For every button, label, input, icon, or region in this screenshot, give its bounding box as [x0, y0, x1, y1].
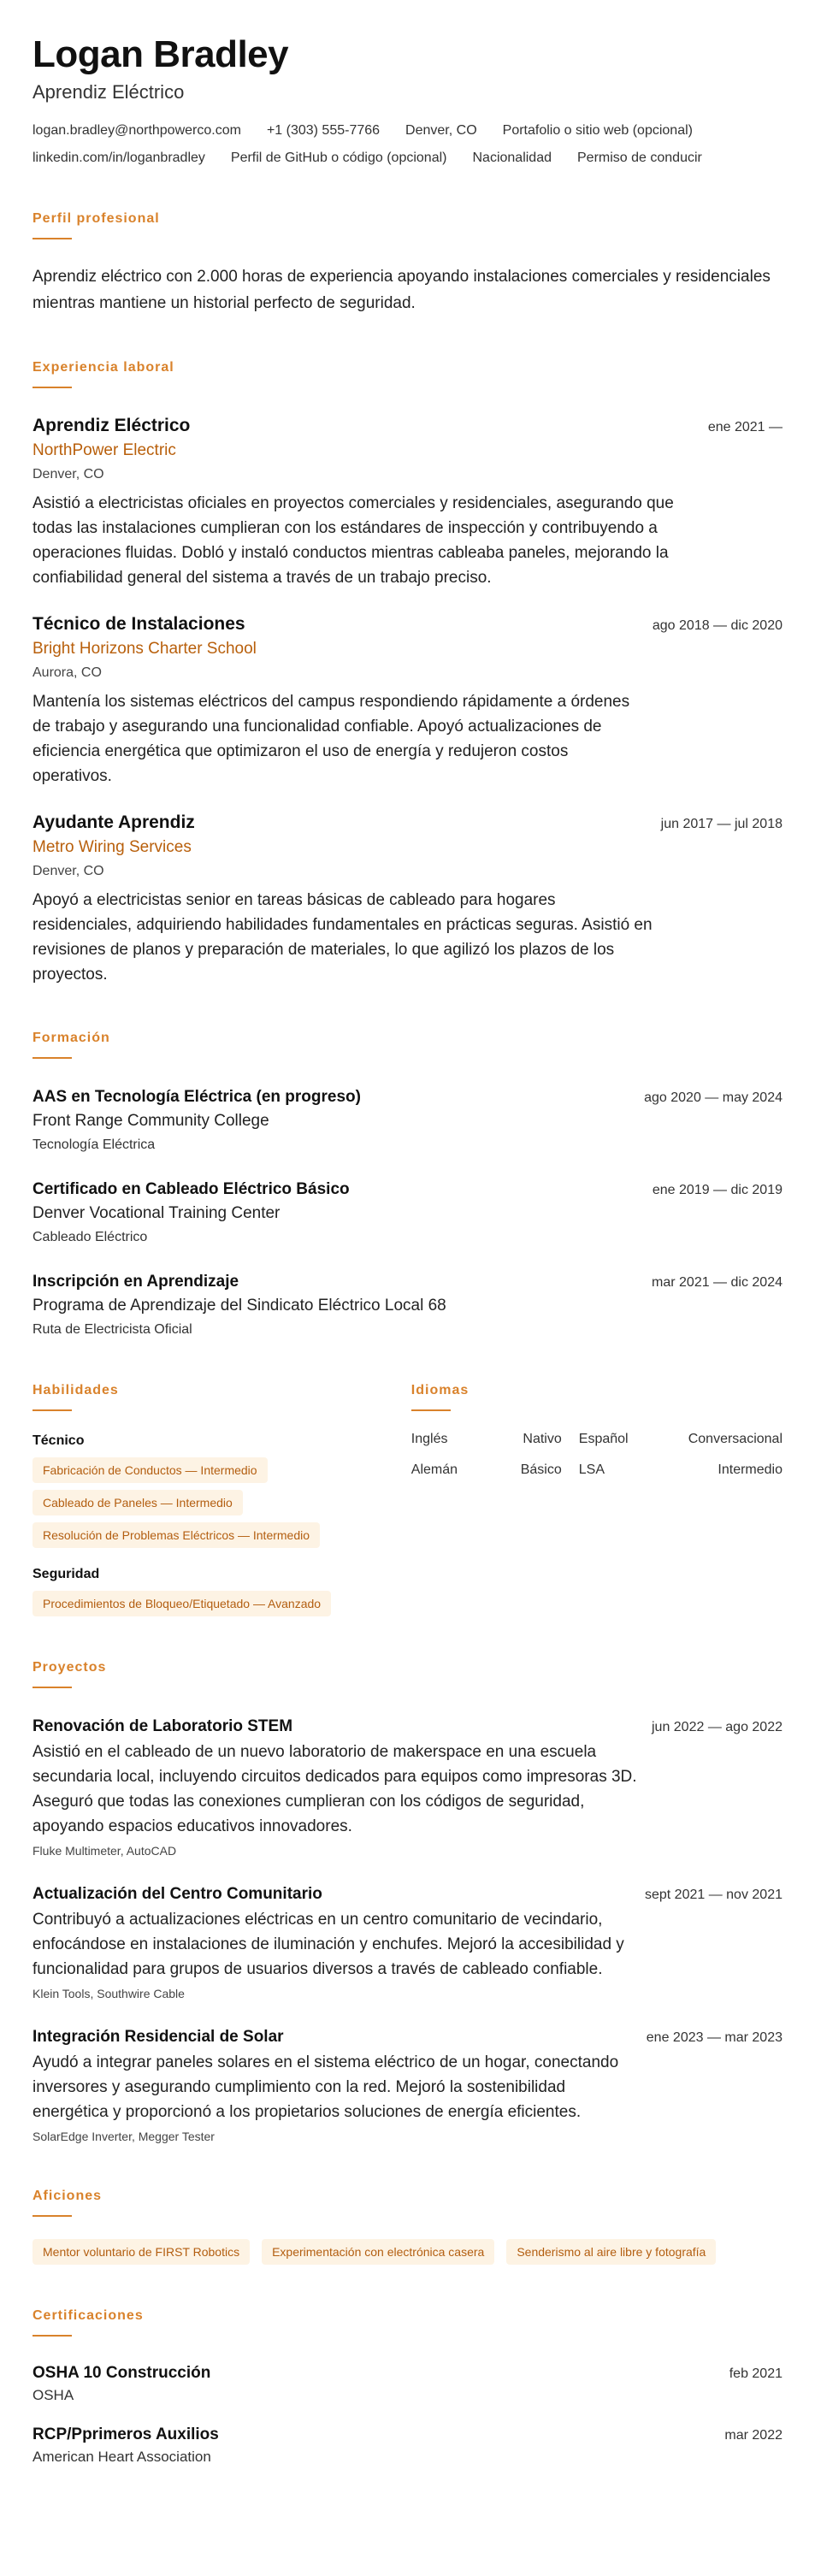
skill-tag: Fabricación de Conductos — Intermedio [32, 1457, 268, 1483]
section-divider [32, 1409, 72, 1411]
contact-linkedin[interactable]: linkedin.com/in/loganbradley [32, 151, 205, 165]
job-dates: ene 2021 — [707, 420, 783, 434]
certification-entry [32, 2362, 783, 2405]
hobbies-list [32, 2239, 783, 2265]
skills-languages-row [32, 1382, 783, 1616]
skill-tag: Cableado de Paneles — Intermedio [32, 1490, 243, 1515]
section-divider [32, 2215, 72, 2217]
education-dates: ene 2019 — dic 2019 [652, 1183, 783, 1197]
section-divider [32, 238, 72, 239]
skill-tag: Procedimientos de Bloqueo/Etiquetado — Avanzado [32, 1591, 331, 1616]
language-level: Intermedio [718, 1462, 783, 1477]
profile-summary: Aprendiz eléctrico con 2.000 horas de experiencia apoyando instalaciones comerciales y residenciales mientras mantiene un historial perfecto de seguridad. [32, 268, 771, 312]
contact-email[interactable]: logan.bradley@northpowerco.com [32, 123, 241, 138]
field-of-study: Tecnología Eléctrica [32, 1137, 156, 1152]
section-title: Aficiones [32, 2189, 103, 2203]
field-of-study: Cableado Eléctrico [32, 1230, 148, 1244]
contact-driving-license: Permiso de conducir [577, 151, 702, 165]
profile-section [32, 210, 783, 316]
section-title: Proyectos [32, 1660, 107, 1675]
hobby-tag: Senderismo al aire libre y fotografía [506, 2239, 716, 2265]
job-description: Mantenía los sistemas eléctricos del campus respondiendo rápidamente a órdenes de trabajo y asegurando una funcionalidad confiable. Apoyó actualizaciones de eficiencia energética que optimizaron el uso de energía y redujeron costos operativos. [32, 693, 630, 785]
certification-issuer: OSHA [32, 2387, 74, 2403]
field-of-study: Ruta de Electricista Oficial [32, 1322, 192, 1337]
skill-tag: Resolución de Problemas Eléctricos — Intermedio [32, 1522, 320, 1548]
contact-location: Denver, CO [405, 123, 477, 138]
section-title: Perfil profesional [32, 211, 160, 226]
certification-issuer: American Heart Association [32, 2449, 211, 2465]
skill-group [32, 1432, 411, 1548]
section-title: Habilidades [32, 1383, 119, 1397]
hobby-tag: Experimentación con electrónica casera [262, 2239, 494, 2265]
language-name: Inglés [410, 1432, 448, 1446]
education-dates: mar 2021 — dic 2024 [652, 1275, 783, 1290]
language-level: Conversacional [688, 1432, 783, 1446]
project-dates: jun 2022 — ago 2022 [651, 1720, 783, 1734]
candidate-name: Logan Bradley [32, 33, 289, 75]
skill-category: Seguridad [32, 1567, 100, 1581]
contact-list [32, 121, 783, 168]
experience-entry [32, 414, 783, 590]
degree-title: AAS en Tecnología Eléctrica (en progreso) [32, 1088, 361, 1106]
certifications-section [32, 2307, 783, 2467]
projects-section [32, 1659, 783, 2145]
project-tools: SolarEdge Inverter, Megger Tester [32, 2130, 215, 2143]
job-dates: ago 2018 — dic 2020 [652, 618, 783, 633]
languages-section [411, 1382, 783, 1616]
certification-entry [32, 2424, 783, 2467]
education-section [32, 1030, 783, 1339]
section-title: Idiomas [410, 1383, 470, 1397]
project-description: Contribuyó a actualizaciones eléctricas en un centro comunitario de vecindario, enfocándose en instalaciones de iluminación y enchufes. Mejoró la accesibilidad y funcionalidad para grupos de usuarios diversos a través de cableado confiable. [32, 1911, 624, 1978]
section-divider [32, 1057, 72, 1059]
hobby-tag: Mentor voluntario de FIRST Robotics [32, 2239, 250, 2265]
section-divider [411, 1409, 451, 1411]
project-name: Actualización del Centro Comunitario [32, 1885, 322, 1903]
job-company: Bright Horizons Charter School [32, 640, 257, 658]
job-company: NorthPower Electric [32, 441, 176, 459]
job-dates: jun 2017 — jul 2018 [660, 817, 783, 831]
section-divider [32, 1687, 72, 1688]
job-location: Denver, CO [32, 864, 104, 878]
resume-header [32, 32, 783, 168]
languages-list [411, 1432, 783, 1478]
section-divider [32, 387, 72, 388]
skill-category: Técnico [32, 1433, 85, 1448]
hobbies-section [32, 2188, 783, 2265]
language-level: Nativo [523, 1432, 562, 1446]
job-title: Técnico de Instalaciones [32, 614, 245, 634]
job-description: Apoyó a electricistas senior en tareas básicas de cableado para hogares residenciales, adquiriendo habilidades fundamentales en prácticas seguras. Asistió en revisiones de planos y preparación de materiales, lo que agilizó los plazos de los proyectos. [32, 891, 653, 984]
education-entry [32, 1271, 783, 1339]
project-dates: sept 2021 — nov 2021 [644, 1888, 783, 1902]
contact-portfolio[interactable]: Portafolio o sitio web (opcional) [502, 123, 693, 138]
section-title: Experiencia laboral [32, 360, 174, 375]
project-entry [32, 1716, 783, 1859]
project-entry [32, 1883, 783, 2002]
degree-title: Certificado en Cableado Eléctrico Básico [32, 1180, 350, 1198]
project-dates: ene 2023 — mar 2023 [646, 2030, 783, 2045]
school-name: Denver Vocational Training Center [32, 1204, 281, 1222]
education-dates: ago 2020 — may 2024 [644, 1090, 783, 1105]
experience-entry [32, 612, 783, 789]
contact-github[interactable]: Perfil de GitHub o código (opcional) [230, 151, 447, 165]
certification-name: RCP/Pprimeros Auxilios [32, 2425, 219, 2443]
certification-date: feb 2021 [729, 2366, 783, 2381]
job-location: Denver, CO [32, 467, 104, 482]
job-description: Asistió a electricistas oficiales en proyectos comerciales y residenciales, asegurando que todas las instalaciones cumplieran con los estándares de inspección y contribuyendo a operaciones fluidas. Dobló y instaló conductos mientras cableaba paneles, mejorando la confiabilidad general del sistema a través de un trabajo preciso. [32, 494, 674, 587]
project-name: Renovación de Laboratorio STEM [32, 1717, 293, 1735]
language-name: Español [578, 1432, 629, 1446]
certification-name: OSHA 10 Construcción [32, 2364, 211, 2382]
project-entry [32, 2026, 783, 2145]
certification-date: mar 2022 [724, 2428, 783, 2443]
candidate-headline: Aprendiz Eléctrico [32, 81, 185, 103]
education-entry [32, 1086, 783, 1155]
school-name: Programa de Aprendizaje del Sindicato Eléctrico Local 68 [32, 1297, 446, 1315]
language-name: Alemán [410, 1462, 458, 1477]
experience-section [32, 359, 783, 987]
degree-title: Inscripción en Aprendizaje [32, 1273, 239, 1291]
section-title: Formación [32, 1031, 110, 1045]
skills-section [32, 1382, 411, 1616]
contact-nationality: Nacionalidad [472, 151, 552, 165]
project-description: Asistió en el cableado de un nuevo laboratorio de makerspace en una escuela secundaria local, incluyendo circuitos dedicados para equipos como impresoras 3D. Aseguró que todas las conexiones cumplieran con los códigos de seguridad, apoyando espacios educativos innovadores. [32, 1743, 637, 1835]
school-name: Front Range Community College [32, 1112, 269, 1130]
language-level: Básico [520, 1462, 562, 1477]
section-title: Certificaciones [32, 2308, 144, 2323]
job-title: Aprendiz Eléctrico [32, 416, 191, 435]
project-tools: Fluke Multimeter, AutoCAD [32, 1844, 177, 1858]
job-title: Ayudante Aprendiz [32, 812, 195, 832]
language-name: LSA [578, 1462, 605, 1477]
job-location: Aurora, CO [32, 665, 102, 680]
contact-phone[interactable]: +1 (303) 555-7766 [266, 123, 381, 138]
education-entry [32, 1179, 783, 1247]
project-tools: Klein Tools, Southwire Cable [32, 1987, 185, 2000]
section-divider [32, 2335, 72, 2337]
project-name: Integración Residencial de Solar [32, 2028, 284, 2046]
project-description: Ayudó a integrar paneles solares en el sistema eléctrico de un hogar, conectando inversores y asegurando cumplimiento con la red. Mejoró la sostenibilidad energética y proporcionó a los propietarios soluciones de energía eficientes. [32, 2053, 619, 2121]
job-company: Metro Wiring Services [32, 838, 192, 856]
skill-group [32, 1565, 411, 1616]
experience-entry [32, 811, 783, 987]
